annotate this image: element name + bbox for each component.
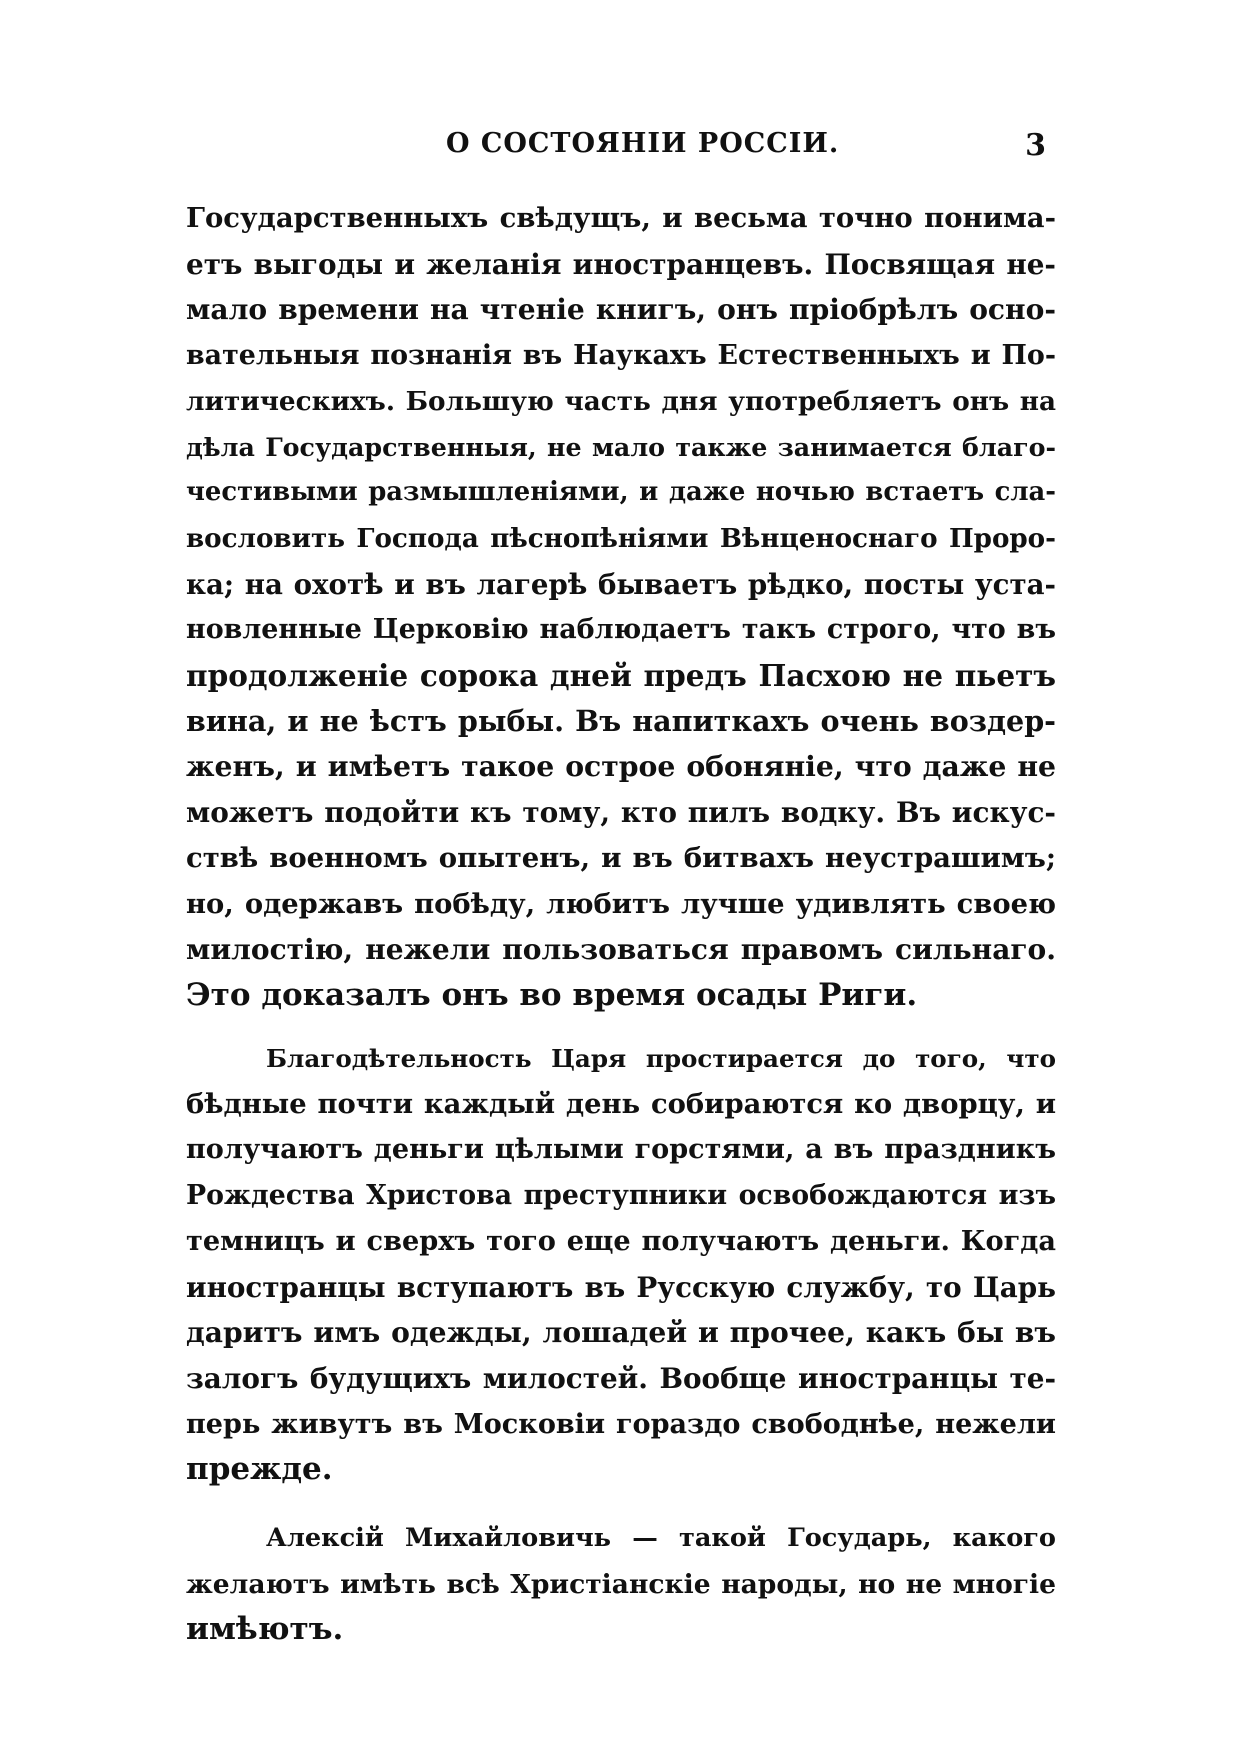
- text-line: залогъ будущихъ милостей. Вообще иностранцы те-: [186, 1361, 1056, 1395]
- running-title: О СОСТОЯНІИ РОССІИ.: [446, 128, 840, 159]
- text-line: Это доказалъ онъ во время осады Риги.: [186, 976, 918, 1013]
- text-line: перь живутъ въ Московіи гораздо свободнѣе, нежели: [186, 1408, 1056, 1440]
- text-line: имѣютъ.: [186, 1611, 344, 1648]
- text-line: литическихъ. Большую часть дня употребляетъ онъ на: [186, 385, 1056, 417]
- text-line: новленные Церковію наблюдаетъ такъ строго, что въ: [186, 614, 1056, 646]
- text-line: ка; на охотѣ и въ лагерѣ бываетъ рѣдко, посты уста-: [186, 567, 1056, 601]
- text-line: Благодѣтельность Царя простирается до того, что: [266, 1044, 1056, 1073]
- text-line: темницъ и сверхъ того еще получаютъ деньги. Когда: [186, 1224, 1056, 1257]
- text-line: Алексій Михайловичь — такой Государь, какого: [266, 1523, 1056, 1553]
- paragraph-2: [186, 1036, 1056, 1493]
- text-line: вательныя познанія въ Наукахъ Естественныхъ и По-: [186, 340, 1056, 372]
- text-line: желаютъ имѣть всѣ Христіанскіе народы, но не многіе: [186, 1568, 1056, 1600]
- paragraph-1: [186, 196, 1056, 1019]
- page-number: 3: [1025, 128, 1046, 163]
- text-line: получаютъ деньги цѣлыми горстями, а въ праздникъ: [186, 1134, 1056, 1166]
- text-line: вословить Господа пѣснопѣніями Вѣнценоснаго Проро-: [186, 522, 1056, 554]
- paragraph-3: [186, 1516, 1056, 1653]
- text-line: продолженіе сорока дней предъ Пасхою не пьетъ: [186, 658, 1056, 694]
- text-line: Рождества Христова преступники освобождаются изъ: [186, 1180, 1056, 1212]
- text-line: Государственныхъ свѣдущъ, и весьма точно понима-: [186, 202, 1056, 234]
- text-line: даритъ имъ одежды, лошадей и прочее, какъ бы въ: [186, 1316, 1056, 1350]
- text-line: иностранцы вступаютъ въ Русскую службу, то Царь: [186, 1270, 1056, 1304]
- text-line: честивыми размышленіями, и даже ночью встаетъ сла-: [186, 477, 1056, 508]
- text-line: прежде.: [186, 1451, 333, 1488]
- text-line: вина, и не ѣстъ рыбы. Въ напиткахъ очень воздер-: [186, 703, 1056, 738]
- text-line: дѣла Государственныя, не мало также занимается благо-: [186, 431, 1056, 462]
- running-header: [186, 128, 1056, 168]
- text-line: можетъ подойти къ тому, кто пилъ водку. Въ искус-: [186, 796, 1056, 830]
- text-line: женъ, и имѣетъ такое острое обоняніе, что даже не: [186, 749, 1056, 784]
- text-line: ствѣ военномъ опытенъ, и въ битвахъ неустрашимъ;: [186, 841, 1056, 874]
- text-line: бѣдные почти каждый день собираются ко дворцу, и: [186, 1087, 1056, 1120]
- text-line: етъ выгоды и желанія иностранцевъ. Посвящая не-: [186, 247, 1056, 281]
- text-line: мало времени на чтеніе книгъ, онъ пріобрѣлъ осно-: [186, 293, 1056, 327]
- text-line: но, одержавъ побѣду, любитъ лучше удивлять своею: [186, 887, 1056, 920]
- text-line: милостію, нежели пользоваться правомъ сильнаго.: [186, 933, 1056, 967]
